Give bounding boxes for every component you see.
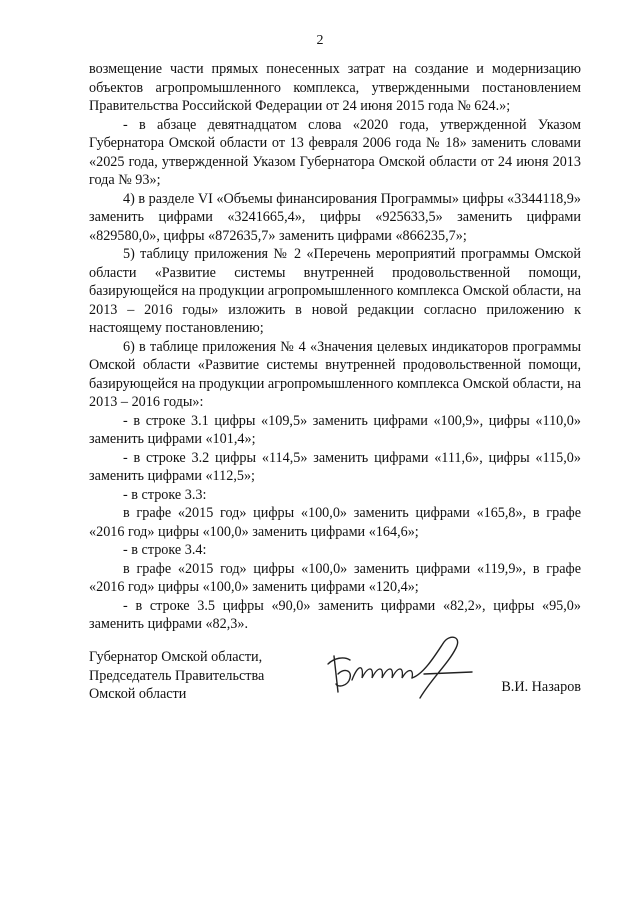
paragraph: - в строке 3.4:: [123, 542, 207, 558]
signatory-title: [89, 648, 264, 704]
paragraph: 6) в таблице приложения № 4 «Значения целевых индикаторов программы Омской области «Развитие системы внутренней продовольственной помощи, базирующейся на продукции агропромышленного комплекса Омской области, на 2013 – 2016 годы»:: [89, 338, 581, 410]
signatory-title-line: Председатель Правительства: [89, 667, 265, 684]
paragraph: - в строке 3.5 цифры «90,0» заменить цифрами «82,2», цифры «95,0» заменить цифрами «82,3».: [89, 597, 581, 632]
paragraph: - в строке 3.1 цифры «109,5» заменить цифрами «100,9», цифры «110,0» заменить цифрами «101,4»;: [89, 412, 581, 447]
paragraph: возмещение части прямых понесенных затрат на создание и модернизацию объектов агропромышленного комплекса, утвержденными постановлением Правительства Российской Федерации от 24 июня 2015 года № 624.»;: [89, 61, 581, 114]
signatory-title-line: Губернатор Омской области,: [89, 649, 263, 665]
signatory-name: В.И. Назаров: [501, 679, 581, 695]
paragraph: 5) таблицу приложения № 2 «Перечень мероприятий программы Омской области «Развитие системы внутренней продовольственной помощи, базирующейся на продукции агропромышленного комплекса Омской области, на 2013 – 2016 годы» изложить в новой редакции согласно приложению к настоящему постановлению;: [89, 246, 581, 336]
signatory-title-line: Омской области: [89, 686, 187, 702]
handwritten-signature: [324, 634, 474, 702]
paragraph: 4) в разделе VI «Объемы финансирования Программы» цифры «3344118,9» заменить цифрами «3241665,4», цифры «925633,5» заменить цифрами «829580,0», цифры «872635,7» заменить цифрами «866235,7»;: [89, 190, 581, 244]
signature-block: [89, 648, 581, 708]
paragraph: - в строке 3.3:: [123, 486, 207, 503]
paragraph: в графе «2015 год» цифры «100,0» заменить цифрами «119,9», в графе «2016 год» цифры «100,0» заменить цифрами «120,4»;: [89, 560, 581, 595]
paragraph: - в строке 3.2 цифры «114,5» заменить цифрами «111,6», цифры «115,0» заменить цифрами «112,5»;: [89, 449, 581, 484]
page-number: 2: [316, 33, 324, 48]
document-body: [89, 60, 581, 634]
paragraph: - в абзаце девятнадцатом слова «2020 года, утвержденной Указом Губернатора Омской области от 13 февраля 2006 года № 18» заменить словами «2025 года, утвержденной Указом Губернатора Омской области от 24 июня 2013 года № 93»;: [89, 116, 581, 188]
paragraph: в графе «2015 год» цифры «100,0» заменить цифрами «165,8», в графе «2016 год» цифры «100,0» заменить цифрами «164,6»;: [89, 505, 581, 540]
